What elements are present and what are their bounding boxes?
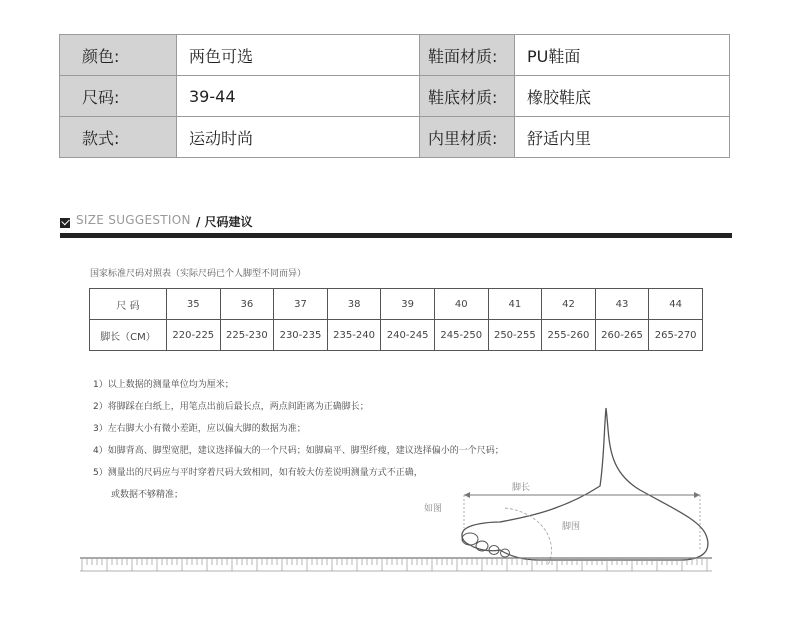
size-cell: 36: [220, 289, 274, 320]
product-attribute-table: [59, 34, 730, 158]
size-cell: 39: [381, 289, 435, 320]
foot-girth-label: 脚围: [562, 522, 581, 532]
length-cell: 235-240: [327, 320, 381, 351]
foot-outline: [462, 408, 708, 560]
size-chart-table: [89, 288, 703, 351]
attr-value: 两色可选: [177, 35, 420, 76]
size-cell: 38: [327, 289, 381, 320]
size-header-cell: 尺 码: [90, 289, 167, 320]
size-chart-caption: 国家标准尺码对照表（实际尺码已个人脚型不同而异）: [90, 269, 307, 279]
size-cell: 42: [542, 289, 596, 320]
size-cell: 43: [595, 289, 649, 320]
attr-key: 鞋底材质:: [420, 76, 515, 117]
attr-value: 运动时尚: [177, 117, 420, 158]
length-cell: 260-265: [595, 320, 649, 351]
section-title-en: SIZE SUGGESTION: [76, 213, 191, 227]
attr-value: 橡胶鞋底: [515, 76, 730, 117]
table-row: [90, 289, 703, 320]
note-line: 1）以上数据的测量单位均为厘米；: [93, 380, 234, 390]
length-cell: 225-230: [220, 320, 274, 351]
length-cell: 220-225: [167, 320, 221, 351]
attr-key: 内里材质:: [420, 117, 515, 158]
attr-value: 舒适内里: [515, 117, 730, 158]
foot-length-label: 脚长: [512, 483, 531, 493]
size-cell: 40: [434, 289, 488, 320]
attr-key: 尺码:: [60, 76, 177, 117]
note-line: 或数据不够精准；: [111, 490, 184, 500]
table-row: [60, 117, 730, 158]
size-suggestion-header: [60, 212, 732, 240]
checkbox-icon: [60, 218, 70, 228]
length-cell: 245-250: [434, 320, 488, 351]
attr-key: 颜色:: [60, 35, 177, 76]
note-line: 5）测量出的尺码应与平时穿着尺码大致相同，如有较大仿差说明测量方式不正确，: [93, 468, 423, 478]
size-cell: 37: [274, 289, 328, 320]
attr-key: 款式:: [60, 117, 177, 158]
length-cell: 265-270: [649, 320, 703, 351]
length-cell: 255-260: [542, 320, 596, 351]
note-line: 3）左右脚大小有微小差距，应以偏大脚的数据为准；: [93, 424, 306, 434]
length-cell: 240-245: [381, 320, 435, 351]
divider: [60, 233, 732, 238]
attr-value: 39-44: [177, 76, 420, 117]
note-line: 4）如脚背高、脚型宽肥，建议选择偏大的一个尺码；如脚扁平、脚型纤瘦，建议选择偏小的一个尺码；: [93, 446, 504, 456]
table-row: [60, 76, 730, 117]
length-cell: 230-235: [274, 320, 328, 351]
attr-value: PU鞋面: [515, 35, 730, 76]
foot-illustration: [0, 400, 790, 616]
table-row: [90, 320, 703, 351]
attr-key: 鞋面材质:: [420, 35, 515, 76]
section-title-cn: / 尺码建议: [196, 215, 253, 229]
length-cell: 250-255: [488, 320, 542, 351]
size-cell: 35: [167, 289, 221, 320]
foot-measurement-diagram: [0, 400, 790, 616]
size-cell: 44: [649, 289, 703, 320]
table-row: [60, 35, 730, 76]
figure-label: 如图: [424, 504, 443, 514]
note-line: 2）将脚踩在白纸上，用笔点出前后最长点，两点间距离为正确脚长；: [93, 402, 369, 412]
size-cell: 41: [488, 289, 542, 320]
length-header-cell: 脚长（CM）: [90, 320, 167, 351]
